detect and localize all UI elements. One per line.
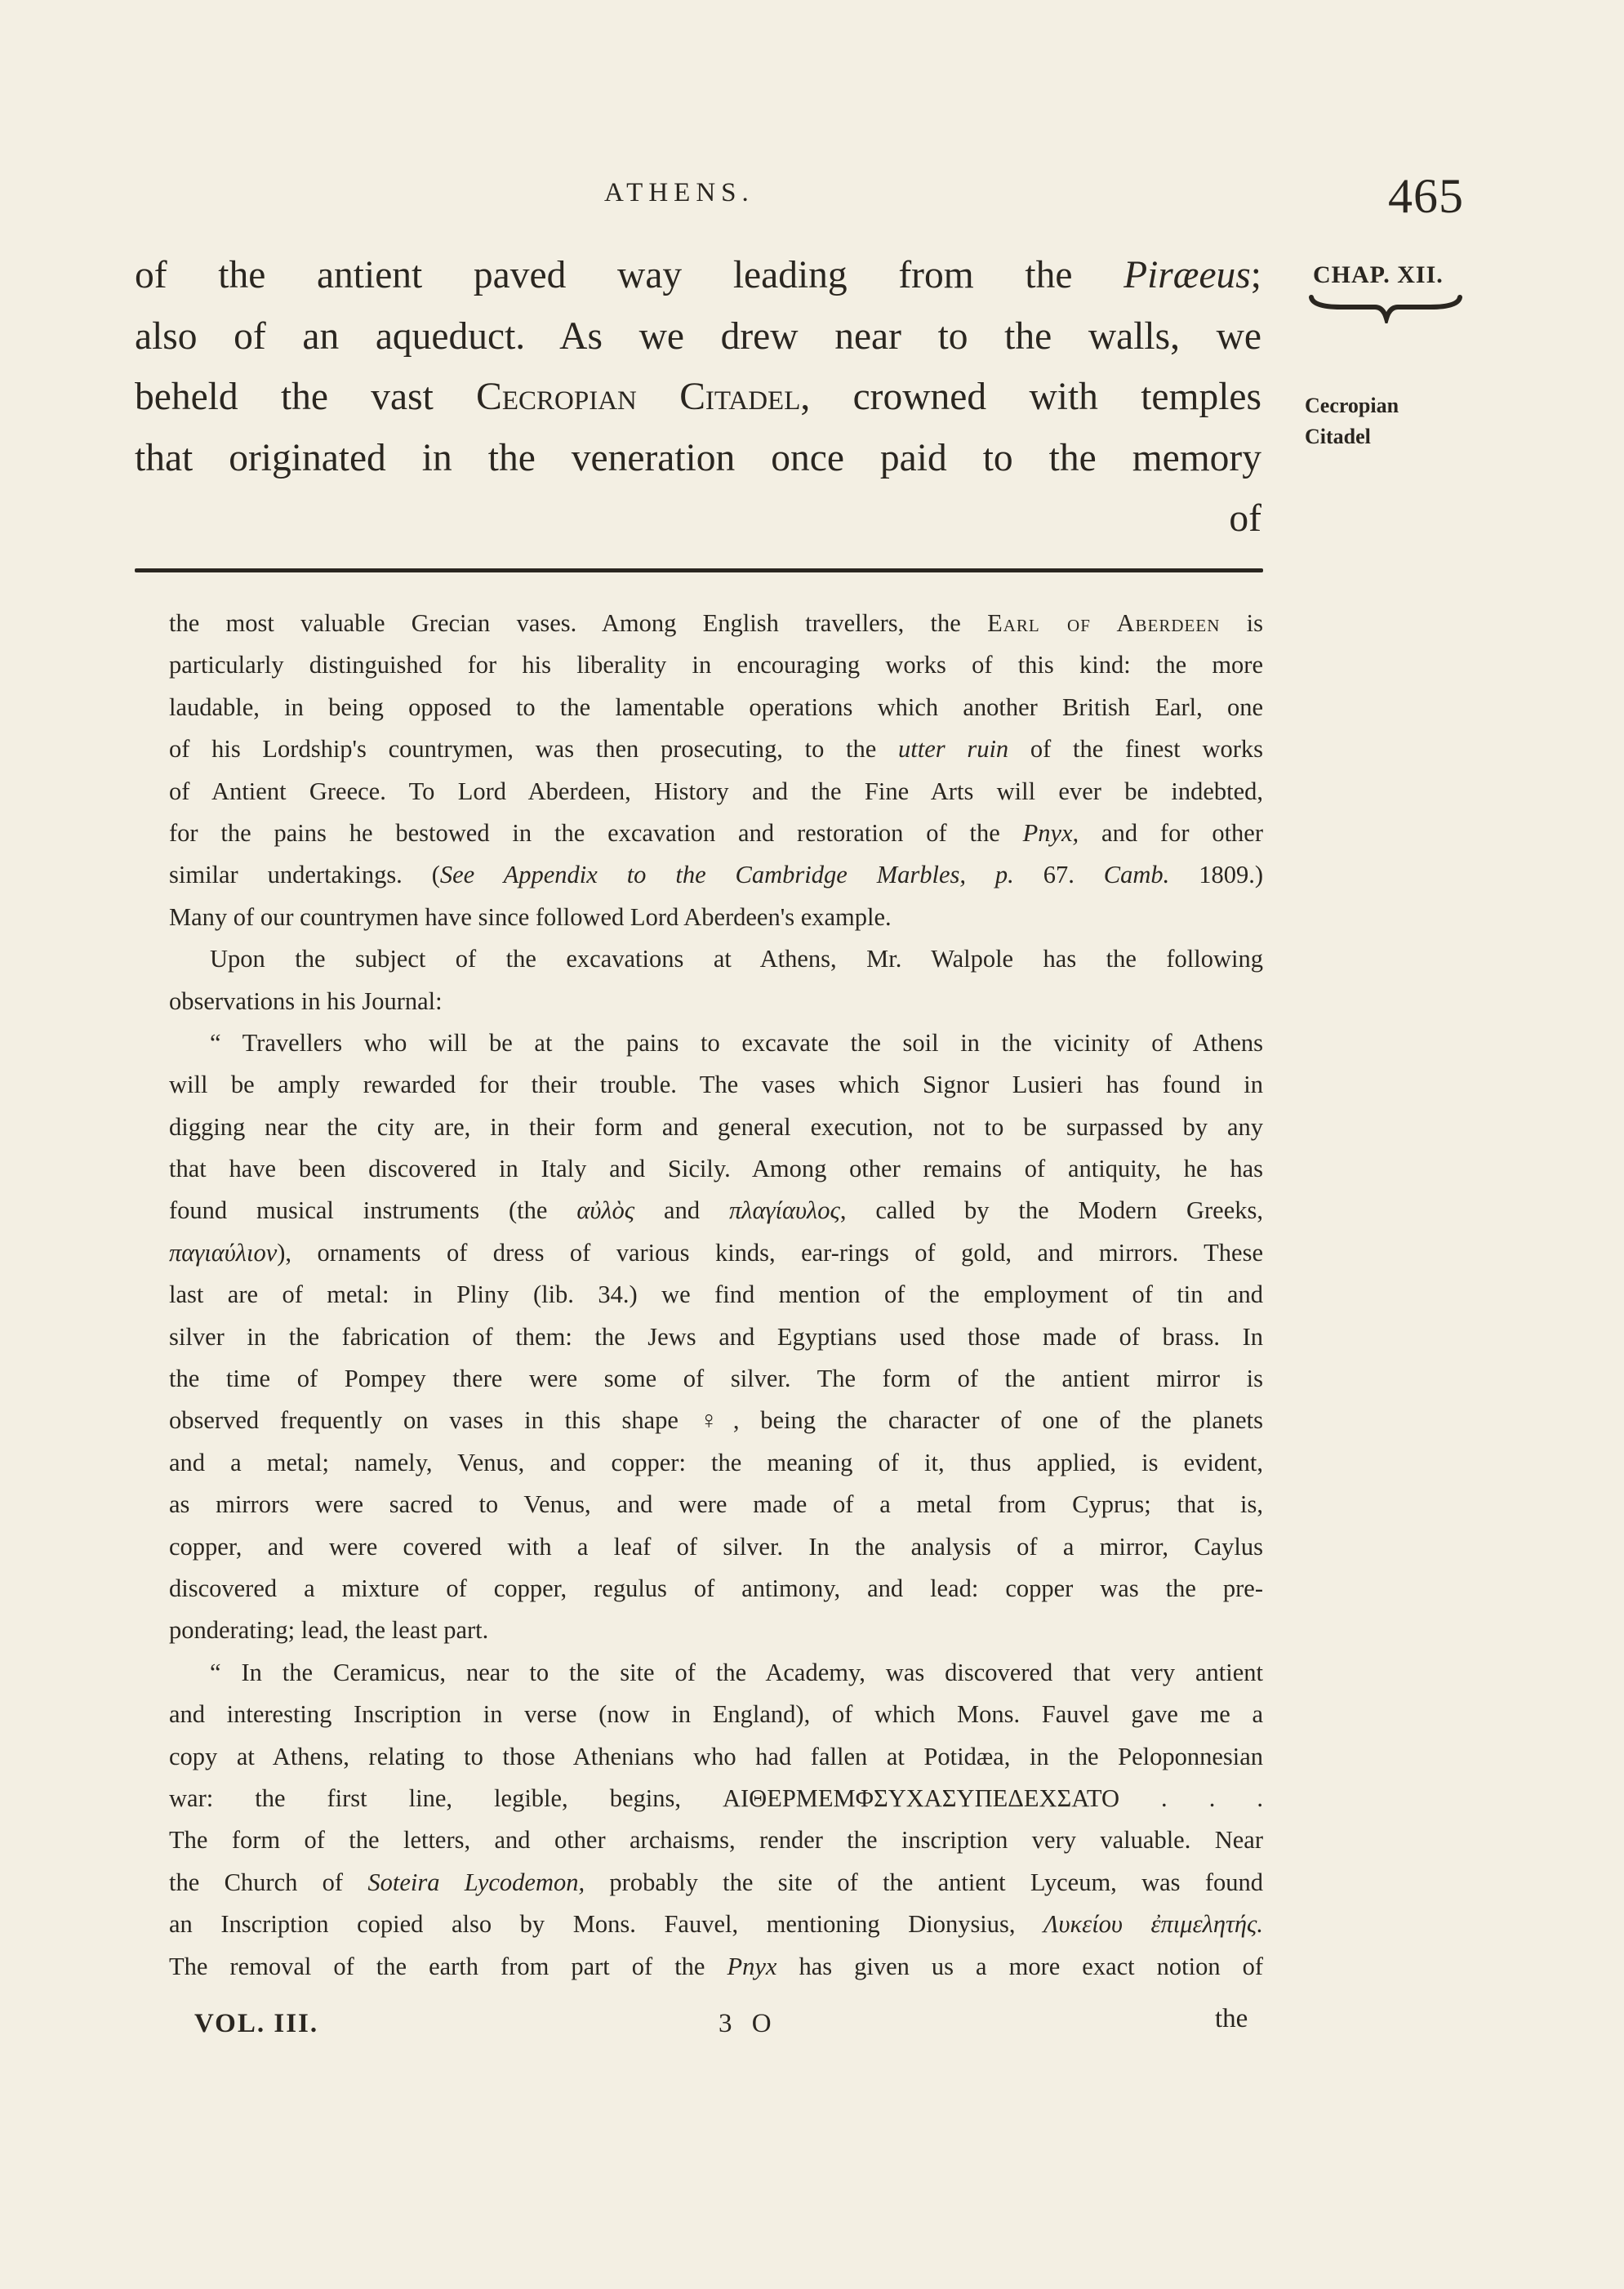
footnote-line: the most valuable Grecian vases. Among English travellers, the Earl of Aberdeen is	[169, 609, 1264, 637]
footnote-line: the Church of Soteira Lycodemon, probably the site of the antient Lyceum, was found	[169, 1868, 1263, 1896]
footnote-line: that have been discovered in Italy and Sicily. Among other remains of antiquity, he has	[169, 1155, 1263, 1183]
footnote	[169, 603, 1263, 1988]
footnote-line: the time of Pompey there were some of silver. The form of the antient mirror is	[169, 1365, 1263, 1393]
footnote-line: an Inscription copied also by Mons. Fauvel, mentioning Dionysius, Λυκείου ἐπιμελητής.	[169, 1910, 1263, 1939]
footnote-line: and interesting Inscription in verse (now in England), of which Mons. Fauvel gave me a	[169, 1700, 1263, 1729]
footnote-line: copy at Athens, relating to those Athenians who had fallen at Potidæa, in the Peloponnesian	[169, 1742, 1263, 1770]
footnote-line: similar undertakings. (See Appendix to the Cambridge Marbles, p. 67. Camb. 1809.)	[169, 861, 1263, 889]
margin-note-line: Cecropian	[1305, 394, 1399, 417]
main-line: also of an aqueduct. As we drew near to the walls, we	[135, 314, 1261, 358]
main-line: of the antient paved way leading from the Piræeus;	[135, 254, 1261, 296]
footnote-line: ponderating; lead, the least part.	[169, 1616, 489, 1645]
footnote-line: as mirrors were sacred to Venus, and were made of a metal from Cyprus; that is,	[169, 1490, 1263, 1519]
footnote-line: Upon the subject of the excavations at Athens, Mr. Walpole has the following	[210, 945, 1263, 973]
main-line: that originated in the veneration once paid to the memory	[135, 436, 1261, 479]
footnote-line: The removal of the earth from part of the Pnyx has given us a more exact notion of	[169, 1952, 1264, 1980]
footnote-line: and a metal; namely, Venus, and copper: the meaning of it, thus applied, is evident,	[169, 1448, 1263, 1476]
venus-symbol-icon: ♀	[699, 1406, 733, 1435]
footnote-rule	[135, 568, 1263, 572]
margin-note-line: Citadel	[1305, 425, 1371, 448]
footnote-line: of his Lordship's countrymen, was then prosecuting, to the utter ruin of the finest works	[169, 735, 1263, 764]
footnote-line: of Antient Greece. To Lord Aberdeen, History and the Fine Arts will ever be indebted,	[169, 777, 1263, 805]
footnote-line: copper, and were covered with a leaf of silver. In the analysis of a mirror, Caylus	[169, 1532, 1263, 1561]
page-number: 465	[1388, 169, 1464, 223]
footnote-line: will be amply rewarded for their trouble. The vases which Signor Lusieri has found in	[169, 1071, 1263, 1099]
footnote-line: The form of the letters, and other archaisms, render the inscription very valuable. Near	[169, 1826, 1263, 1855]
catchword: the	[1215, 2004, 1248, 2033]
chapter-label: CHAP. XII.	[1313, 261, 1444, 288]
running-head: ATHENS.	[604, 178, 754, 207]
margin-note	[1305, 390, 1399, 452]
footnote-line: “ In the Ceramicus, near to the site of the Academy, was discovered that very antient	[210, 1658, 1263, 1686]
greek-inscription: ΑΙΘΕΡΜΕΜΦΣΥΧΑΣΥΠΕΔΕΧΣΑΤΟ . . .	[723, 1784, 1263, 1812]
footnote-line: observed frequently on vases in this shape ♀, being the character of one of the planets	[169, 1406, 1263, 1435]
main-line: of	[1229, 497, 1261, 540]
footnote-line: particularly distinguished for his liberality in encouraging works of this kind: the more	[169, 651, 1263, 679]
main-text	[135, 245, 1261, 550]
signature-mark: 3 O	[719, 2009, 778, 2038]
footnote-line: war: the first line, legible, begins, ΑΙΘΕΡΜΕΜΦΣΥΧΑΣΥΠΕΔΕΧΣΑΤΟ . . .	[169, 1784, 1263, 1812]
main-line: beheld the vast Cecropian Citadel, crowned with temples	[135, 376, 1261, 418]
footnote-line: Many of our countrymen have since followed Lord Aberdeen's example.	[169, 902, 892, 931]
footnote-line: laudable, in being opposed to the lamentable operations which another British Earl, one	[169, 692, 1263, 721]
footnote-line: found musical instruments (the αὐλὸς and πλαγίαυλος, called by the Modern Greeks,	[169, 1196, 1264, 1225]
footnote-line: παγιαύλιον), ornaments of dress of various kinds, ear-rings of gold, and mirrors. These	[169, 1238, 1263, 1267]
footnote-line: discovered a mixture of copper, regulus of antimony, and lead: copper was the pre-	[169, 1574, 1263, 1602]
footnote-line: observations in his Journal:	[169, 986, 443, 1015]
footnote-line: silver in the fabrication of them: the Jews and Egyptians used those made of brass. In	[169, 1322, 1263, 1351]
footnote-line: for the pains he bestowed in the excavation and restoration of the Pnyx, and for other	[169, 818, 1264, 847]
footnote-line: “ Travellers who will be at the pains to excavate the soil in the vicinity of Athens	[210, 1028, 1263, 1057]
volume-label: VOL. III.	[194, 2009, 319, 2038]
brace-icon	[1308, 294, 1463, 323]
footnote-line: last are of metal: in Pliny (lib. 34.) we find mention of the employment of tin and	[169, 1280, 1263, 1309]
footnote-line: digging near the city are, in their form and general execution, not to be surpassed by any	[169, 1112, 1263, 1141]
